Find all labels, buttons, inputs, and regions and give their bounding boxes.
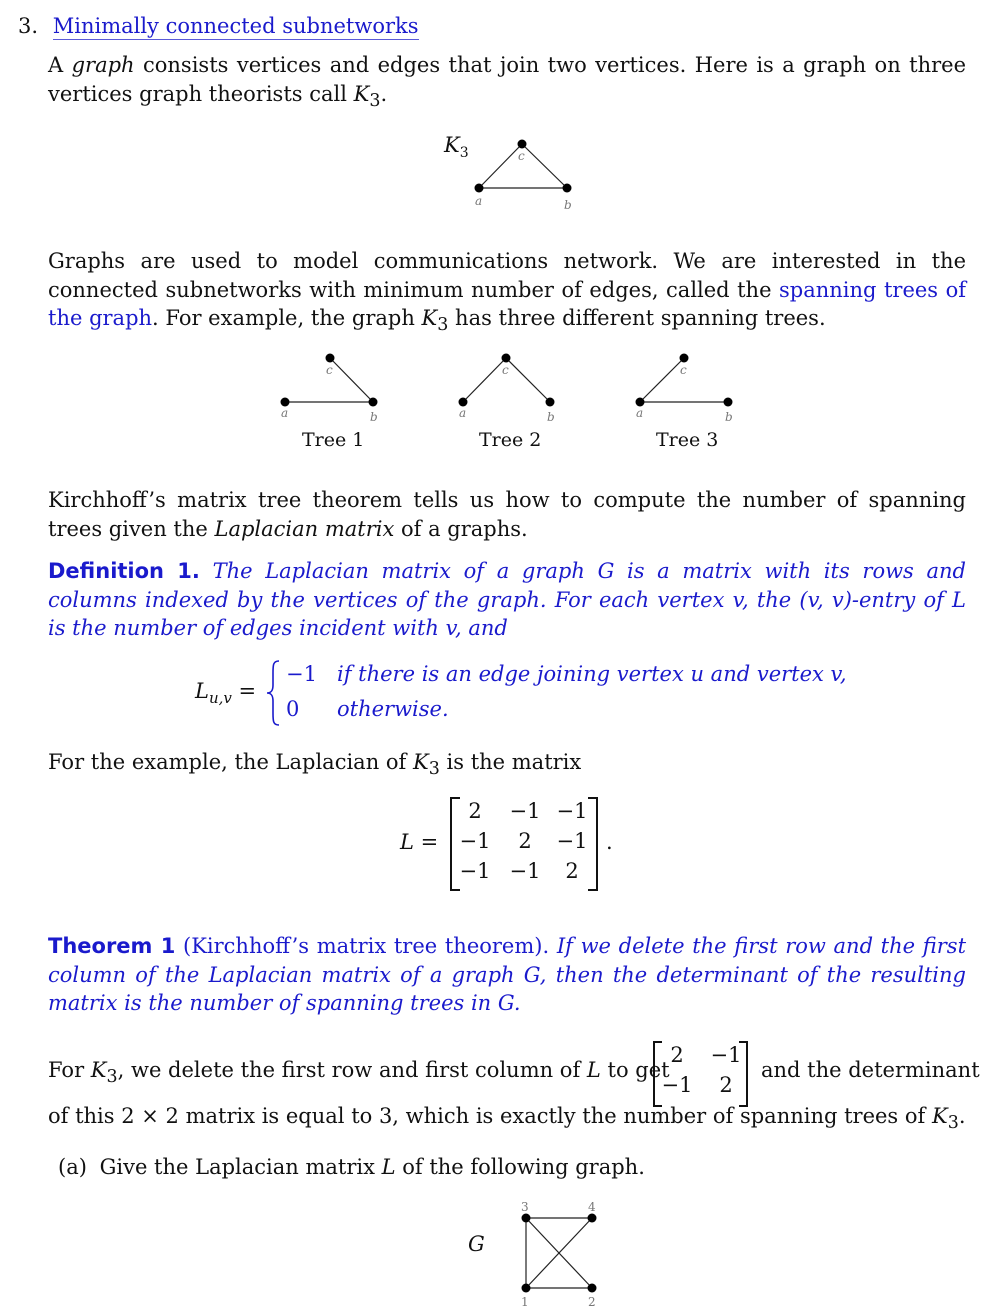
small-matrix-cell: −1 (661, 1073, 693, 1097)
vertex-c-label: c (518, 149, 525, 163)
tree-1-label: Tree 1 (302, 429, 365, 451)
k3-graph-figure (460, 135, 590, 215)
k3-reduce-line-2: of this 2 × 2 matrix is equal to 3, which is exactly the number of spanning trees of $K_3$. (48, 1104, 966, 1134)
intro-paragraph: A graph consists vertices and edges that join two vertices. Here is a graph on three vertices graph theorists call $K_3$. (48, 53, 967, 111)
section-number: 3. (18, 14, 39, 38)
definition-heading: Definition 1. (48, 559, 200, 583)
tree-2 (459, 354, 555, 425)
matrix-cell: 2 (518, 829, 532, 853)
vertex-1 (522, 1284, 531, 1293)
graph-g-figure (510, 1196, 610, 1311)
case-1-value: −1 (286, 662, 317, 686)
matrix-cell: −1 (459, 829, 491, 853)
small-matrix-cell: 2 (719, 1073, 733, 1097)
tree-3 (636, 354, 733, 425)
theorem-heading: Theorem 1 (48, 934, 176, 958)
example-line: For the example, the Laplacian of $K_3$ is the matrix (48, 750, 582, 780)
vertex-2 (588, 1284, 597, 1293)
matrix-cell: −1 (556, 799, 588, 823)
vertex-4-label: 4 (588, 1200, 596, 1214)
vertex-b (563, 184, 572, 193)
graph-g-label: G (468, 1232, 485, 1256)
svg-text:a: a (636, 406, 644, 420)
vertex-a-label: a (475, 194, 483, 208)
svg-text:b: b (547, 410, 555, 424)
small-matrix-cell: 2 (670, 1043, 684, 1067)
matrix-cell: −1 (556, 829, 588, 853)
svg-text:c: c (326, 363, 333, 377)
cases-lhs: $L_{u,v}$ = (195, 679, 257, 708)
case-2-value: 0 (286, 697, 300, 721)
theorem-block: Theorem 1 (Kirchhoff’s matrix tree theorem). If we delete the first row and the first column of the Laplacian matrix of a graph G, then the determinant of the resulting matrix is the number of spanning trees in G. (48, 934, 967, 1015)
small-matrix-cell: −1 (710, 1043, 742, 1067)
matrix-period: . (606, 830, 613, 854)
definition-block: Definition 1. The Laplacian matrix of a graph G is a matrix with its rows and columns indexed by the vertices of the graph. For each vertex v, the (v, v)-entry of L is the number of edges incident with v, and (48, 559, 966, 640)
svg-text:a: a (459, 406, 467, 420)
matrix-cell: −1 (459, 859, 491, 883)
matrix-cell: 2 (565, 859, 579, 883)
section-heading (18, 14, 419, 38)
question-a-label: (a) (58, 1155, 87, 1179)
cases-brace (265, 659, 285, 727)
svg-text:b: b (725, 410, 733, 424)
vertex-3 (522, 1214, 531, 1223)
spanning-trees-figure (270, 345, 750, 425)
question-a: (a) Give the Laplacian matrix L of the following graph. (58, 1155, 645, 1179)
kirchhoff-paragraph: Kirchhoff’s matrix tree theorem tells us how to compute the number of spanning trees given the Laplacian matrix of a graphs. (48, 488, 966, 541)
vertex-c (518, 140, 527, 149)
tree-1 (281, 354, 378, 425)
k3-reduce-line-1: For $K_3$, we delete the first row and first column of L to get (48, 1058, 670, 1088)
matrix-lhs: L = (400, 830, 439, 854)
matrix-cell: 2 (468, 799, 482, 823)
case-2-condition: otherwise. (337, 697, 449, 721)
matrix-cell: −1 (509, 799, 541, 823)
vertex-1-label: 1 (521, 1295, 529, 1309)
k3-figure-label: $K_3$ (444, 133, 469, 162)
section-title-link[interactable]: Minimally connected subnetworks (52, 14, 419, 38)
vertex-4 (588, 1214, 597, 1223)
vertex-a (475, 184, 484, 193)
tree-3-label: Tree 3 (656, 429, 719, 451)
spanning-trees-link[interactable]: spanning trees of the graph (48, 277, 966, 330)
svg-text:c: c (502, 363, 509, 377)
k3-reduce-tail: and the determinant (761, 1058, 980, 1082)
vertex-b-label: b (564, 198, 572, 212)
graphs-paragraph: Graphs are used to model communications network. We are interested in the connected subnetworks with minimum number of edges, called the spanning trees of the graph. For example, the graph $K_3$ has three different spanning trees. (48, 249, 966, 336)
case-1-condition: if there is an edge joining vertex u and vertex v, (337, 662, 847, 686)
svg-text:b: b (370, 410, 378, 424)
matrix-cell: −1 (509, 859, 541, 883)
svg-text:c: c (680, 363, 687, 377)
vertex-2-label: 2 (588, 1295, 596, 1309)
graph-term: graph (71, 53, 135, 77)
vertex-3-label: 3 (521, 1200, 529, 1214)
tree-2-label: Tree 2 (479, 429, 542, 451)
svg-text:a: a (281, 406, 289, 420)
